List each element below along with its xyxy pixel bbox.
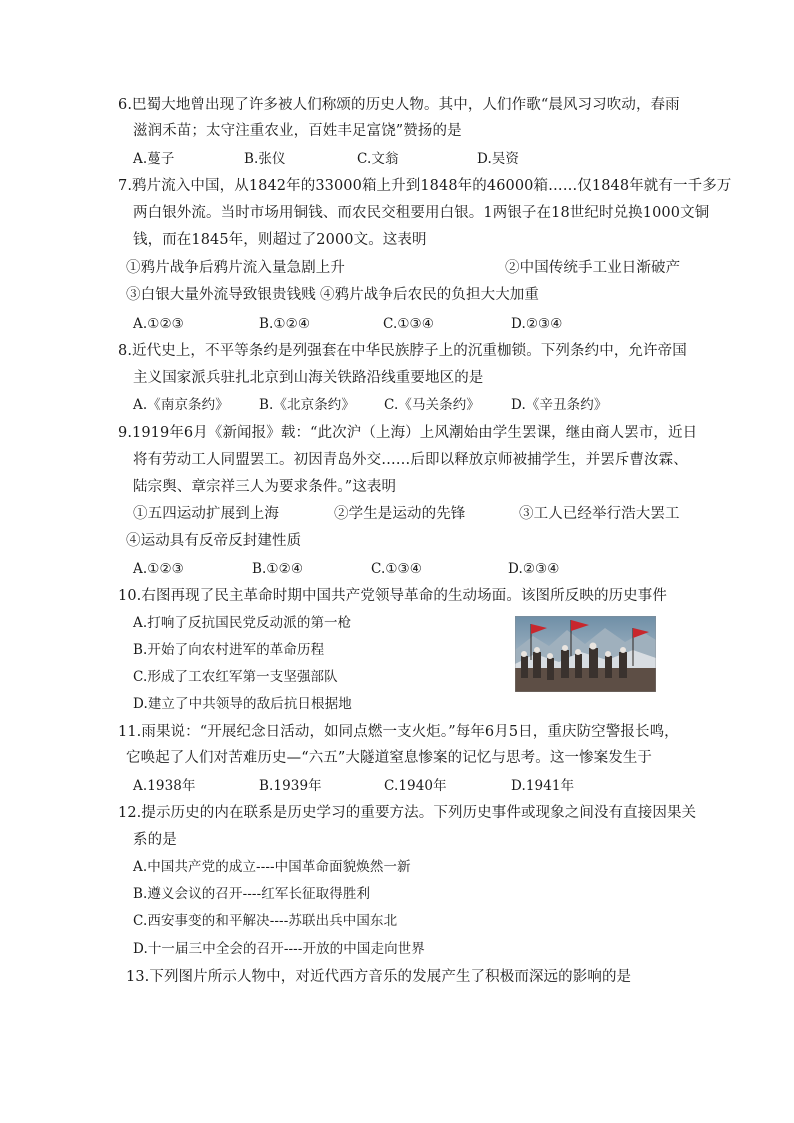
q11-stem-line-1: 11.雨果说：“开展纪念日活动，如同点燃一支火炬。”每年6月5日，重庆防空警报长鸣， xyxy=(118,724,679,740)
q9-item-4: ④运动具有反帝反封建性质 xyxy=(126,533,302,549)
q9-stem-line-3: 陆宗舆、章宗祥三人为要求条件。”这表明 xyxy=(133,479,397,495)
q8-option-d: D.《辛丑条约》 xyxy=(511,397,608,413)
q9-option-d: D.②③④ xyxy=(508,561,560,577)
q12-option-c: C.西安事变的和平解决----苏联出兵中国东北 xyxy=(133,913,398,929)
q11-option-c: C.1940年 xyxy=(384,778,447,794)
q6-option-b: B.张仪 xyxy=(244,151,286,167)
q6-option-c: C.文翁 xyxy=(357,151,399,167)
revolution-painting-illustration xyxy=(515,616,656,692)
q12-stem-line-2: 系的是 xyxy=(133,832,177,848)
q6-stem-line-1: 6.巴蜀大地曾出现了许多被人们称颂的历史人物。其中，人们作歌“晨风习习吹动，春雨 xyxy=(118,97,680,113)
q7-stem-line-2: 两白银外流。当时市场用铜钱、而农民交租要用白银。1两银子在18世纪时兑换1000文铜 xyxy=(133,205,710,221)
q7-stem-line-1: 7.鸦片流入中国，从1842年的33000箱上升到1848年的46000箱……仅1848年就有一千多万 xyxy=(118,178,732,194)
q9-item-2: ②学生是运动的先锋 xyxy=(334,506,466,522)
q10-stem-line-1: 10.右图再现了民主革命时期中国共产党领导革命的生动场面。该图所反映的历史事件 xyxy=(118,588,667,604)
q13-stem-line-1: 13.下列图片所示人物中，对近代西方音乐的发展产生了积极而深远的影响的是 xyxy=(126,969,632,985)
q11-option-d: D.1941年 xyxy=(511,778,575,794)
q7-option-a: A.①②③ xyxy=(133,316,184,332)
q6-stem-line-2: 滋润禾苗；太守注重农业，百姓丰足富饶”赞扬的是 xyxy=(133,123,462,139)
q7-option-d: D.②③④ xyxy=(511,316,563,332)
q12-option-a: A.中国共产党的成立----中国革命面貌焕然一新 xyxy=(133,859,411,875)
q11-stem-line-2: 它唤起了人们对苦难历史—“六五”大隧道窒息惨案的记忆与思考。这一惨案发生于 xyxy=(126,750,653,766)
q11-option-a: A.1938年 xyxy=(133,778,196,794)
q12-stem-line-1: 12.提示历史的内在联系是历史学习的重要方法。下列历史事件或现象之间没有直接因果关 xyxy=(118,805,697,821)
q8-stem-line-1: 8.近代史上，不平等条约是列强套在中华民族脖子上的沉重枷锁。下列条约中，允许帝国 xyxy=(118,343,687,359)
q12-option-d: D.十一届三中全会的召开----开放的中国走向世界 xyxy=(133,941,425,957)
q7-item-2: ②中国传统手工业日渐破产 xyxy=(505,260,681,276)
q7-option-c: C.①③④ xyxy=(383,316,434,332)
q9-stem-line-2: 将有劳动工人同盟罢工。初因青岛外交……后即以释放京师被捕学生，并罢斥曹汝霖、 xyxy=(133,452,688,468)
q9-option-c: C.①③④ xyxy=(371,561,422,577)
q9-stem-line-1: 9.1919年6月《新闻报》载：“此次沪（上海）上风潮始由学生罢课，继由商人罢市，近日 xyxy=(118,425,698,441)
q8-option-a: A.《南京条约》 xyxy=(133,397,229,413)
q10-option-c: C.形成了工农红军第一支坚强部队 xyxy=(133,669,338,685)
q8-stem-line-2: 主义国家派兵驻扎北京到山海关铁路沿线重要地区的是 xyxy=(133,370,484,386)
q6-option-a: A.蔓子 xyxy=(133,151,175,167)
q12-option-b: B.遵义会议的召开----红军长征取得胜利 xyxy=(133,886,371,902)
q6-option-d: D.吴资 xyxy=(477,151,520,167)
q7-item-1: ①鸦片战争后鸦片流入量急剧上升 xyxy=(126,260,345,276)
q9-item-1: ①五四运动扩展到上海 xyxy=(133,506,279,522)
q7-item-4: ④鸦片战争后农民的负担大大加重 xyxy=(320,287,539,303)
q7-option-b: B.①②④ xyxy=(259,316,311,332)
revolution-painting-image xyxy=(515,616,656,692)
q8-option-c: C.《马关条约》 xyxy=(384,397,480,413)
q9-item-3: ③工人已经举行浩大罢工 xyxy=(519,506,680,522)
q10-option-d: D.建立了中共领导的敌后抗日根据地 xyxy=(133,696,352,712)
q9-option-b: B.①②④ xyxy=(252,561,304,577)
q9-option-a: A.①②③ xyxy=(133,561,184,577)
q10-option-a: A.打响了反抗国民党反动派的第一枪 xyxy=(133,615,352,631)
q8-option-b: B.《北京条约》 xyxy=(259,397,356,413)
q7-stem-line-3: 钱，而在1845年，则超过了2000文。这表明 xyxy=(133,232,427,248)
q7-item-3: ③白银大量外流导致银贵钱贱 xyxy=(126,287,316,303)
q11-option-b: B.1939年 xyxy=(259,778,322,794)
q10-option-b: B.开始了向农村进军的革命历程 xyxy=(133,642,325,658)
